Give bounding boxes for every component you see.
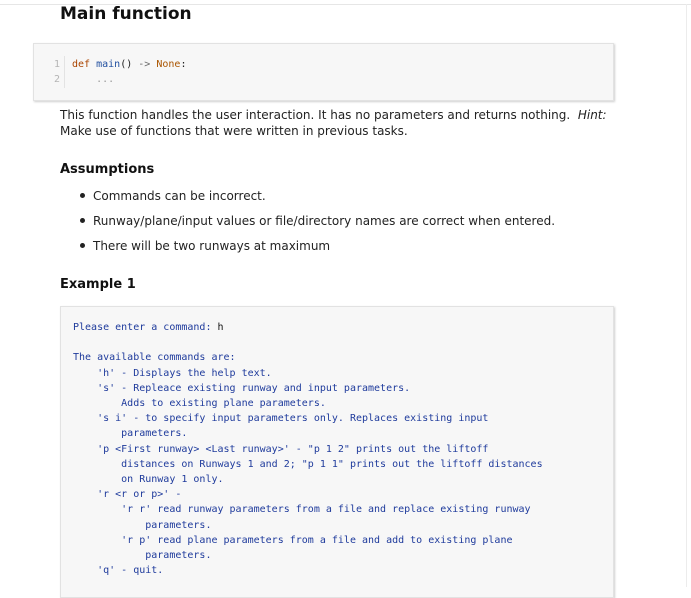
output-line: parameters.	[73, 550, 212, 562]
code-return-type: None	[156, 59, 181, 70]
code-block-signature	[33, 43, 614, 101]
right-border	[686, 4, 687, 587]
output-line: The available commands are:	[73, 352, 236, 364]
user-input: h	[217, 322, 224, 333]
bullet-icon	[80, 243, 85, 248]
code-function-name: main	[96, 59, 121, 70]
example-heading: Example 1	[60, 277, 136, 292]
gutter-divider	[64, 56, 65, 88]
code-parens: ()	[120, 59, 133, 70]
output-line: 'h' - Displays the help text.	[73, 367, 272, 379]
code-arrow: ->	[138, 59, 151, 70]
line-number: 1	[53, 59, 60, 70]
output-line: parameters.	[73, 428, 188, 440]
assumptions-heading: Assumptions	[60, 162, 155, 177]
line-number-gutter	[34, 57, 60, 87]
code-lines	[72, 57, 186, 87]
description-text: This function handles the user interaction. It has no parameters and returns nothing.	[60, 108, 571, 122]
output-line: 'r <r or p>' -	[73, 489, 182, 501]
bullet-icon	[80, 218, 85, 223]
code-line-2: ...	[72, 74, 115, 85]
list-item: Runway/plane/input values or file/directory names are correct when entered.	[78, 213, 598, 238]
output-line: 'p <First runway> <Last runway>' - "p 1 2" prints out the liftoff	[73, 443, 489, 455]
output-line: 'r p' read plane parameters from a file and add to existing plane	[73, 534, 513, 546]
example-output	[73, 320, 543, 578]
line-number: 2	[53, 74, 60, 85]
output-line: 's i' - to specify input parameters only. Replaces existing input	[73, 413, 489, 425]
code-line-1	[72, 57, 186, 72]
output-line: distances on Runways 1 and 2; "p 1 1" prints out the liftoff distances	[73, 458, 543, 470]
hint-label: Hint:	[577, 108, 607, 122]
output-line: 'q' - quit.	[73, 565, 164, 577]
output-line: 's' - Repleace existing runway and input parameters.	[73, 382, 411, 394]
list-item: There will be two runways at maximum	[78, 238, 598, 263]
output-line: on Runway 1 only.	[73, 474, 224, 486]
output-line: 'r r' read runway parameters from a file and replace existing runway	[73, 504, 531, 516]
output-line: parameters.	[73, 519, 212, 531]
list-item: Commands can be incorrect.	[78, 188, 598, 213]
assumptions-list	[78, 188, 598, 263]
command-prompt: Please enter a command:	[73, 322, 212, 333]
code-keyword: def	[72, 59, 91, 70]
output-line: Adds to existing plane parameters.	[73, 398, 326, 410]
code-colon: :	[180, 59, 187, 70]
function-description	[60, 107, 615, 139]
bullet-icon	[80, 193, 85, 198]
example-output-block	[60, 306, 614, 598]
hint-text: Make use of functions that were written in previous tasks.	[60, 124, 408, 138]
section-title: Main function	[60, 4, 192, 24]
